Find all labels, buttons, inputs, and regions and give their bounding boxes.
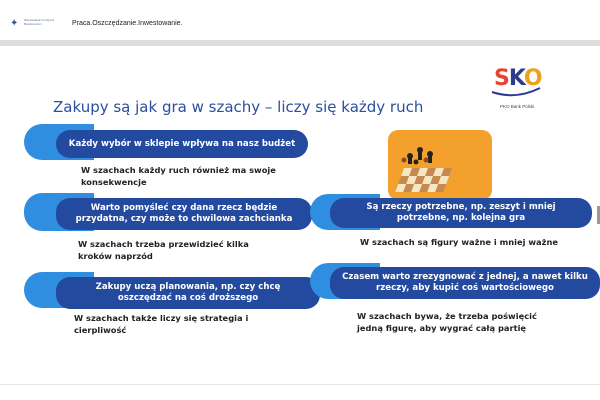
bottom-divider xyxy=(0,384,600,385)
top-bar xyxy=(0,0,600,40)
page-title: Praca.Oszczędzanie.Inwestowanie. xyxy=(72,20,183,27)
slide-heading: Zakupy są jak gra w szachy – liczy się każdy ruch xyxy=(53,98,424,116)
desc-right-2: W szachach bywa, że trzeba poświęcić jedną figurę, aby wygrać całą partię xyxy=(357,311,537,333)
sko-logo xyxy=(486,66,550,116)
pill-left-3: Zakupy uczą planowania, np. czy chcę oszczędzać na coś droższego xyxy=(56,277,320,309)
sko-wordmark: SKO xyxy=(494,66,542,91)
pill-left-2: Warto pomyśleć czy dana rzecz będzie przydatna, czy może to chwilowa zachcianka xyxy=(56,198,312,230)
chessboard-icon xyxy=(386,128,494,202)
pill-right-2: Czasem warto zrezygnować z jednej, a nawet kilku rzeczy, aby kupić coś wartościowego xyxy=(330,267,600,299)
desc-left-3: W szachach także liczy się strategia i cierpliwość xyxy=(74,313,249,335)
institute-logo xyxy=(10,18,58,34)
desc-left-1: W szachach każdy ruch również ma swoje konsekwencje xyxy=(81,165,276,187)
bird-logo-icon: ✦ xyxy=(10,18,19,29)
swoosh-icon xyxy=(490,86,542,98)
pill-right-1: Są rzeczy potrzebne, np. zeszyt i mniej potrzebne, np. kolejna gra xyxy=(330,198,592,228)
logo-text: Warszawski Instytut Bankowości xyxy=(24,18,54,26)
desc-right-1: W szachach są figury ważne i mniej ważne xyxy=(360,237,558,247)
desc-left-2: W szachach trzeba przewidzieć kilka kroków naprzód xyxy=(78,239,249,261)
bank-name: PKO Bank Polski xyxy=(500,104,535,109)
pill-left-1: Każdy wybór w sklepie wpływa na nasz budżet xyxy=(56,130,308,158)
